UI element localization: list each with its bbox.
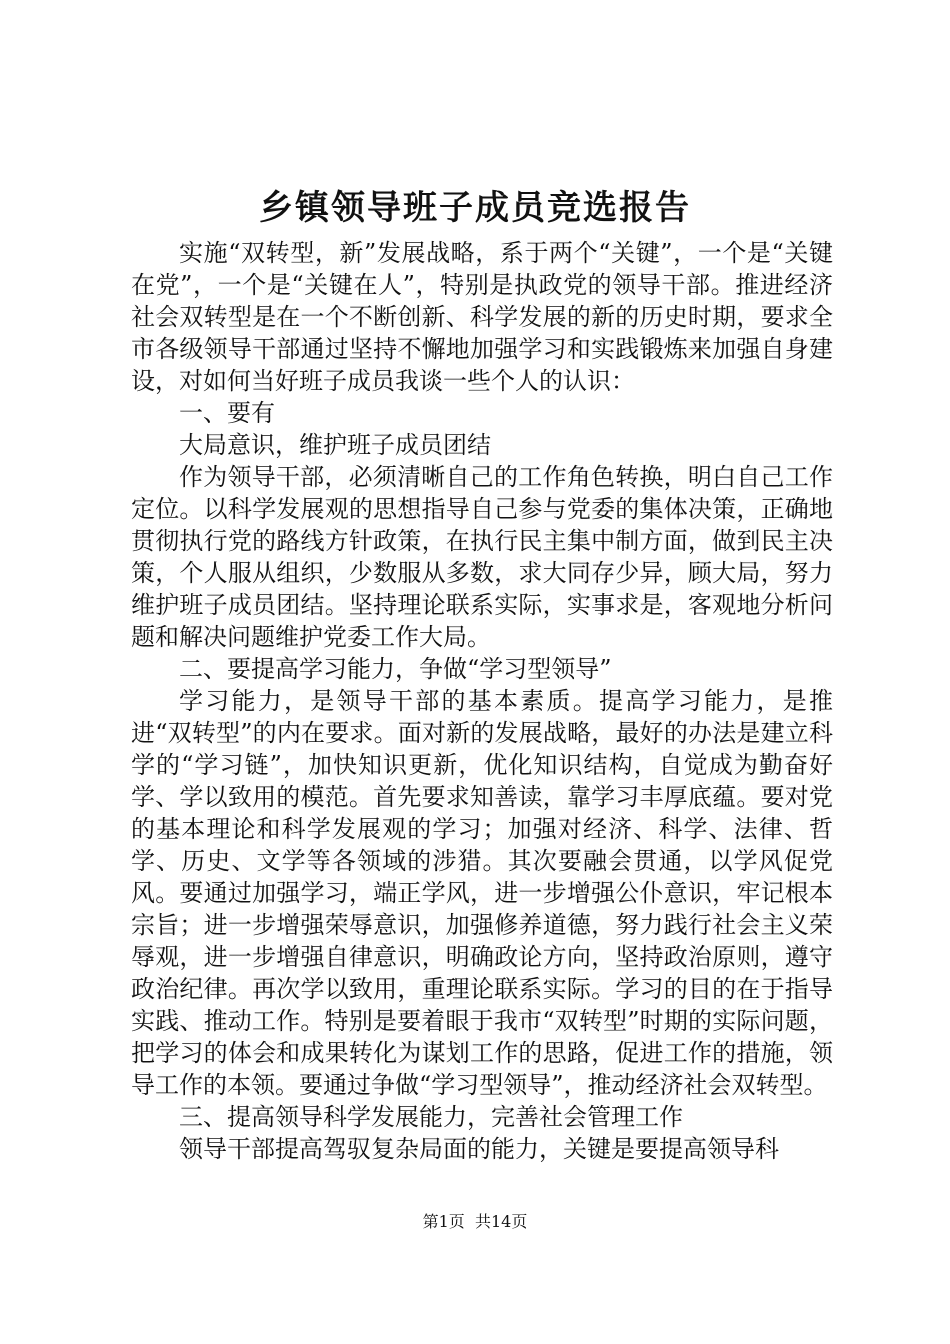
- paragraph-intro: 实施“双转型，新”发展战略，系于两个“关键”，一个是“关键在党”，一个是“关键在人”，特别是执政党的领导干部。推进经济社会双转型是在一个不断创新、科学发展的新的历史时期，要求全市各级领导干部通过坚持不懈地加强学习和实践锻炼来加强自身建设，对如何当好班子成员我谈一些个人的认识：: [131, 239, 833, 395]
- paragraph-section-2: 学习能力，是领导干部的基本素质。提高学习能力，是推进“双转型”的内在要求。面对新的发展战略，最好的办法是建立科学的“学习链”，加快知识更新，优化知识结构，自觉成为勤奋好学、学以致用的模范。首先要求知善读，靠学习丰厚底蕴。要对党的基本理论和科学发展观的学习；加强对经济、科学、法律、哲学、历史、文学等各领域的涉猎。其次要融会贯通，以学风促党风。要通过加强学习，端正学风，进一步增强公仆意识，牢记根本宗旨；进一步增强荣辱意识，加强修养道德，努力践行社会主义荣辱观，进一步增强自律意识，明确政论方向，坚持政治原则，遵守政治纪律。再次学以致用，重理论联系实际。学习的目的在于指导实践、推动工作。特别是要着眼于我市“双转型”时期的实际问题，把学习的体会和成果转化为谋划工作的思路，促进工作的措施，领导工作的本领。要通过争做“学习型领导”，推动经济社会双转型。: [131, 687, 833, 1099]
- section-heading-1a: 一、要有: [179, 399, 275, 427]
- page-footer: [0, 1211, 950, 1233]
- page-total: 共14页: [474, 1212, 528, 1231]
- paragraph-section-3: 领导干部提高驾驭复杂局面的能力，关键是要提高领导科: [179, 1135, 779, 1163]
- section-heading-2: 二、要提高学习能力，争做“学习型领导”: [179, 655, 612, 683]
- page-number: 第1页: [422, 1212, 465, 1231]
- paragraph-section-1: 作为领导干部，必须清晰自己的工作角色转换，明白自己工作定位。以科学发展观的思想指导自己参与党委的集体决策，正确地贯彻执行党的路线方针政策，在执行民主集中制方面，做到民主决策，个人服从组织，少数服从多数，求大同存少异，顾大局，努力维护班子成员团结。坚持理论联系实际，实事求是，客观地分析问题和解决问题维护党委工作大局。: [131, 463, 833, 651]
- section-heading-1b: 大局意识，维护班子成员团结: [179, 431, 491, 459]
- document-body: [131, 237, 833, 1165]
- document-title: 乡镇领导班子成员竞选报告: [259, 188, 691, 228]
- section-heading-3: 三、提高领导科学发展能力，完善社会管理工作: [179, 1103, 683, 1131]
